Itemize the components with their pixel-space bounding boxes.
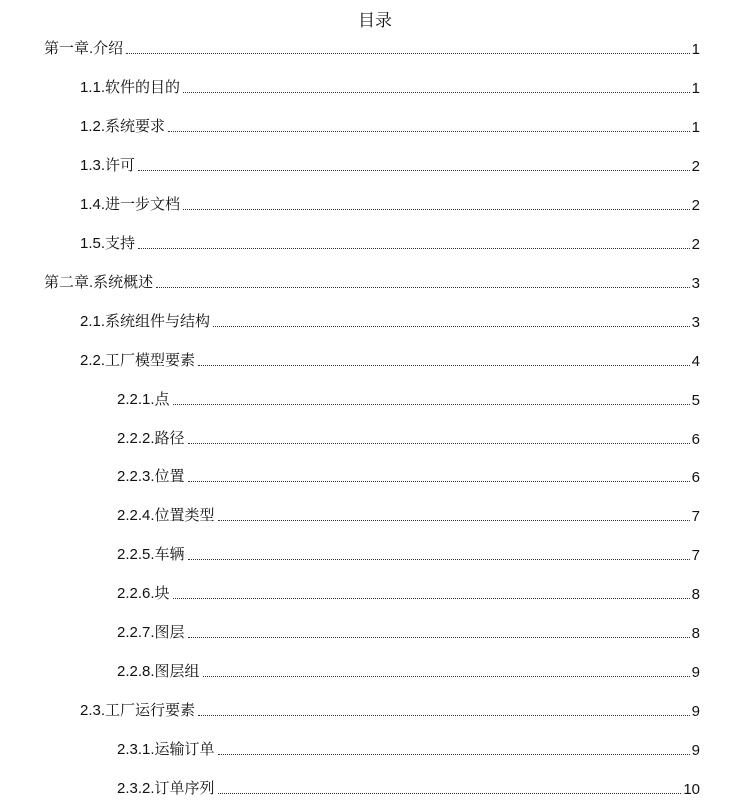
toc-entry[interactable] bbox=[0, 192, 700, 214]
toc-entry-text: 2.3.2.订单序列 bbox=[117, 780, 215, 798]
toc-entry[interactable] bbox=[0, 698, 700, 720]
dot-leader bbox=[198, 715, 690, 716]
toc-entry[interactable] bbox=[0, 309, 700, 331]
toc-entry-page: 7 bbox=[691, 508, 700, 526]
toc-entry-text: 2.2.4.位置类型 bbox=[117, 507, 215, 525]
toc-entry[interactable] bbox=[0, 387, 700, 409]
toc-entry-text: 2.2.7.图层 bbox=[117, 624, 185, 642]
dot-leader bbox=[183, 209, 690, 210]
toc-entry-text: 2.2.1.点 bbox=[117, 390, 170, 408]
toc-entry-page: 6 bbox=[691, 469, 700, 487]
toc-entry[interactable] bbox=[0, 348, 700, 370]
dot-leader bbox=[198, 365, 690, 366]
dot-leader bbox=[126, 53, 689, 54]
toc-entry-text: 2.2.6.块 bbox=[117, 585, 170, 603]
toc-title: 目录 bbox=[358, 11, 392, 31]
toc-entry[interactable] bbox=[0, 231, 700, 253]
toc-entry-text: 1.1.软件的目的 bbox=[80, 78, 181, 96]
toc-entry-page: 1 bbox=[691, 41, 700, 58]
toc-entry-page: 9 bbox=[691, 742, 700, 760]
dot-leader bbox=[188, 559, 690, 560]
toc-entry[interactable] bbox=[0, 426, 700, 448]
dot-leader bbox=[188, 637, 690, 638]
toc-entry-text: 2.2.2.路径 bbox=[117, 429, 185, 447]
toc-entry-page: 4 bbox=[691, 352, 700, 370]
toc-entry-page: 7 bbox=[691, 547, 700, 565]
toc-entry[interactable] bbox=[0, 737, 700, 759]
toc-entry-text: 2.2.工厂模型要素 bbox=[80, 351, 196, 369]
dot-leader bbox=[138, 248, 690, 249]
toc-entry[interactable] bbox=[0, 464, 700, 486]
dot-leader bbox=[218, 520, 690, 521]
toc-entry-text: 1.4.进一步文档 bbox=[80, 195, 181, 213]
toc-entry[interactable] bbox=[0, 270, 700, 292]
toc-entry[interactable] bbox=[0, 776, 700, 798]
toc-entry[interactable] bbox=[0, 503, 700, 525]
toc-entry-text: 2.2.8.图层组 bbox=[117, 663, 200, 681]
dot-leader bbox=[188, 443, 690, 444]
dot-leader bbox=[168, 131, 690, 132]
dot-leader bbox=[173, 598, 690, 599]
toc-entry-text: 2.2.5.车辆 bbox=[117, 546, 185, 564]
toc-entry-text: 1.3.许可 bbox=[80, 156, 136, 174]
toc-entry-page: 8 bbox=[691, 586, 700, 604]
toc-entry-page: 6 bbox=[691, 430, 700, 448]
toc-entry[interactable] bbox=[0, 75, 700, 97]
toc-entry-page: 2 bbox=[691, 235, 700, 253]
dot-leader bbox=[188, 481, 690, 482]
toc-entry-page: 3 bbox=[691, 274, 700, 292]
toc-entry-page: 5 bbox=[691, 391, 700, 409]
toc-entry-text: 第一章.介绍 bbox=[44, 40, 124, 57]
toc-entry-page: 2 bbox=[691, 157, 700, 175]
toc-entry-page: 9 bbox=[691, 703, 700, 721]
toc-entry-text: 2.3.1.运输订单 bbox=[117, 741, 215, 759]
dot-leader bbox=[173, 404, 690, 405]
toc-entry-page: 1 bbox=[691, 79, 700, 97]
toc-entry[interactable] bbox=[0, 542, 700, 564]
toc-entry-page: 2 bbox=[691, 196, 700, 214]
toc-entry-text: 2.1.系统组件与结构 bbox=[80, 312, 211, 330]
toc-entry[interactable] bbox=[0, 36, 700, 58]
toc-entry[interactable] bbox=[0, 620, 700, 642]
dot-leader bbox=[218, 793, 682, 794]
toc-entry-page: 10 bbox=[683, 781, 700, 799]
toc-entry-text: 2.2.3.位置 bbox=[117, 468, 185, 486]
dot-leader bbox=[138, 170, 690, 171]
dot-leader bbox=[218, 754, 690, 755]
toc-entry-page: 9 bbox=[691, 664, 700, 682]
toc-entry[interactable] bbox=[0, 114, 700, 136]
toc-entry[interactable] bbox=[0, 153, 700, 175]
toc-entry-text: 2.3.工厂运行要素 bbox=[80, 702, 196, 720]
dot-leader bbox=[203, 676, 690, 677]
toc-entry[interactable] bbox=[0, 581, 700, 603]
toc-entry-text: 1.5.支持 bbox=[80, 234, 136, 252]
dot-leader bbox=[213, 326, 690, 327]
toc-entry[interactable] bbox=[0, 659, 700, 681]
toc-entry-text: 第二章.系统概述 bbox=[44, 273, 154, 291]
toc-entry-page: 3 bbox=[691, 313, 700, 331]
dot-leader bbox=[156, 287, 689, 288]
toc-entry-text: 1.2.系统要求 bbox=[80, 117, 166, 135]
toc-entry-page: 1 bbox=[691, 118, 700, 136]
toc-entry-page: 8 bbox=[691, 625, 700, 643]
dot-leader bbox=[183, 92, 690, 93]
